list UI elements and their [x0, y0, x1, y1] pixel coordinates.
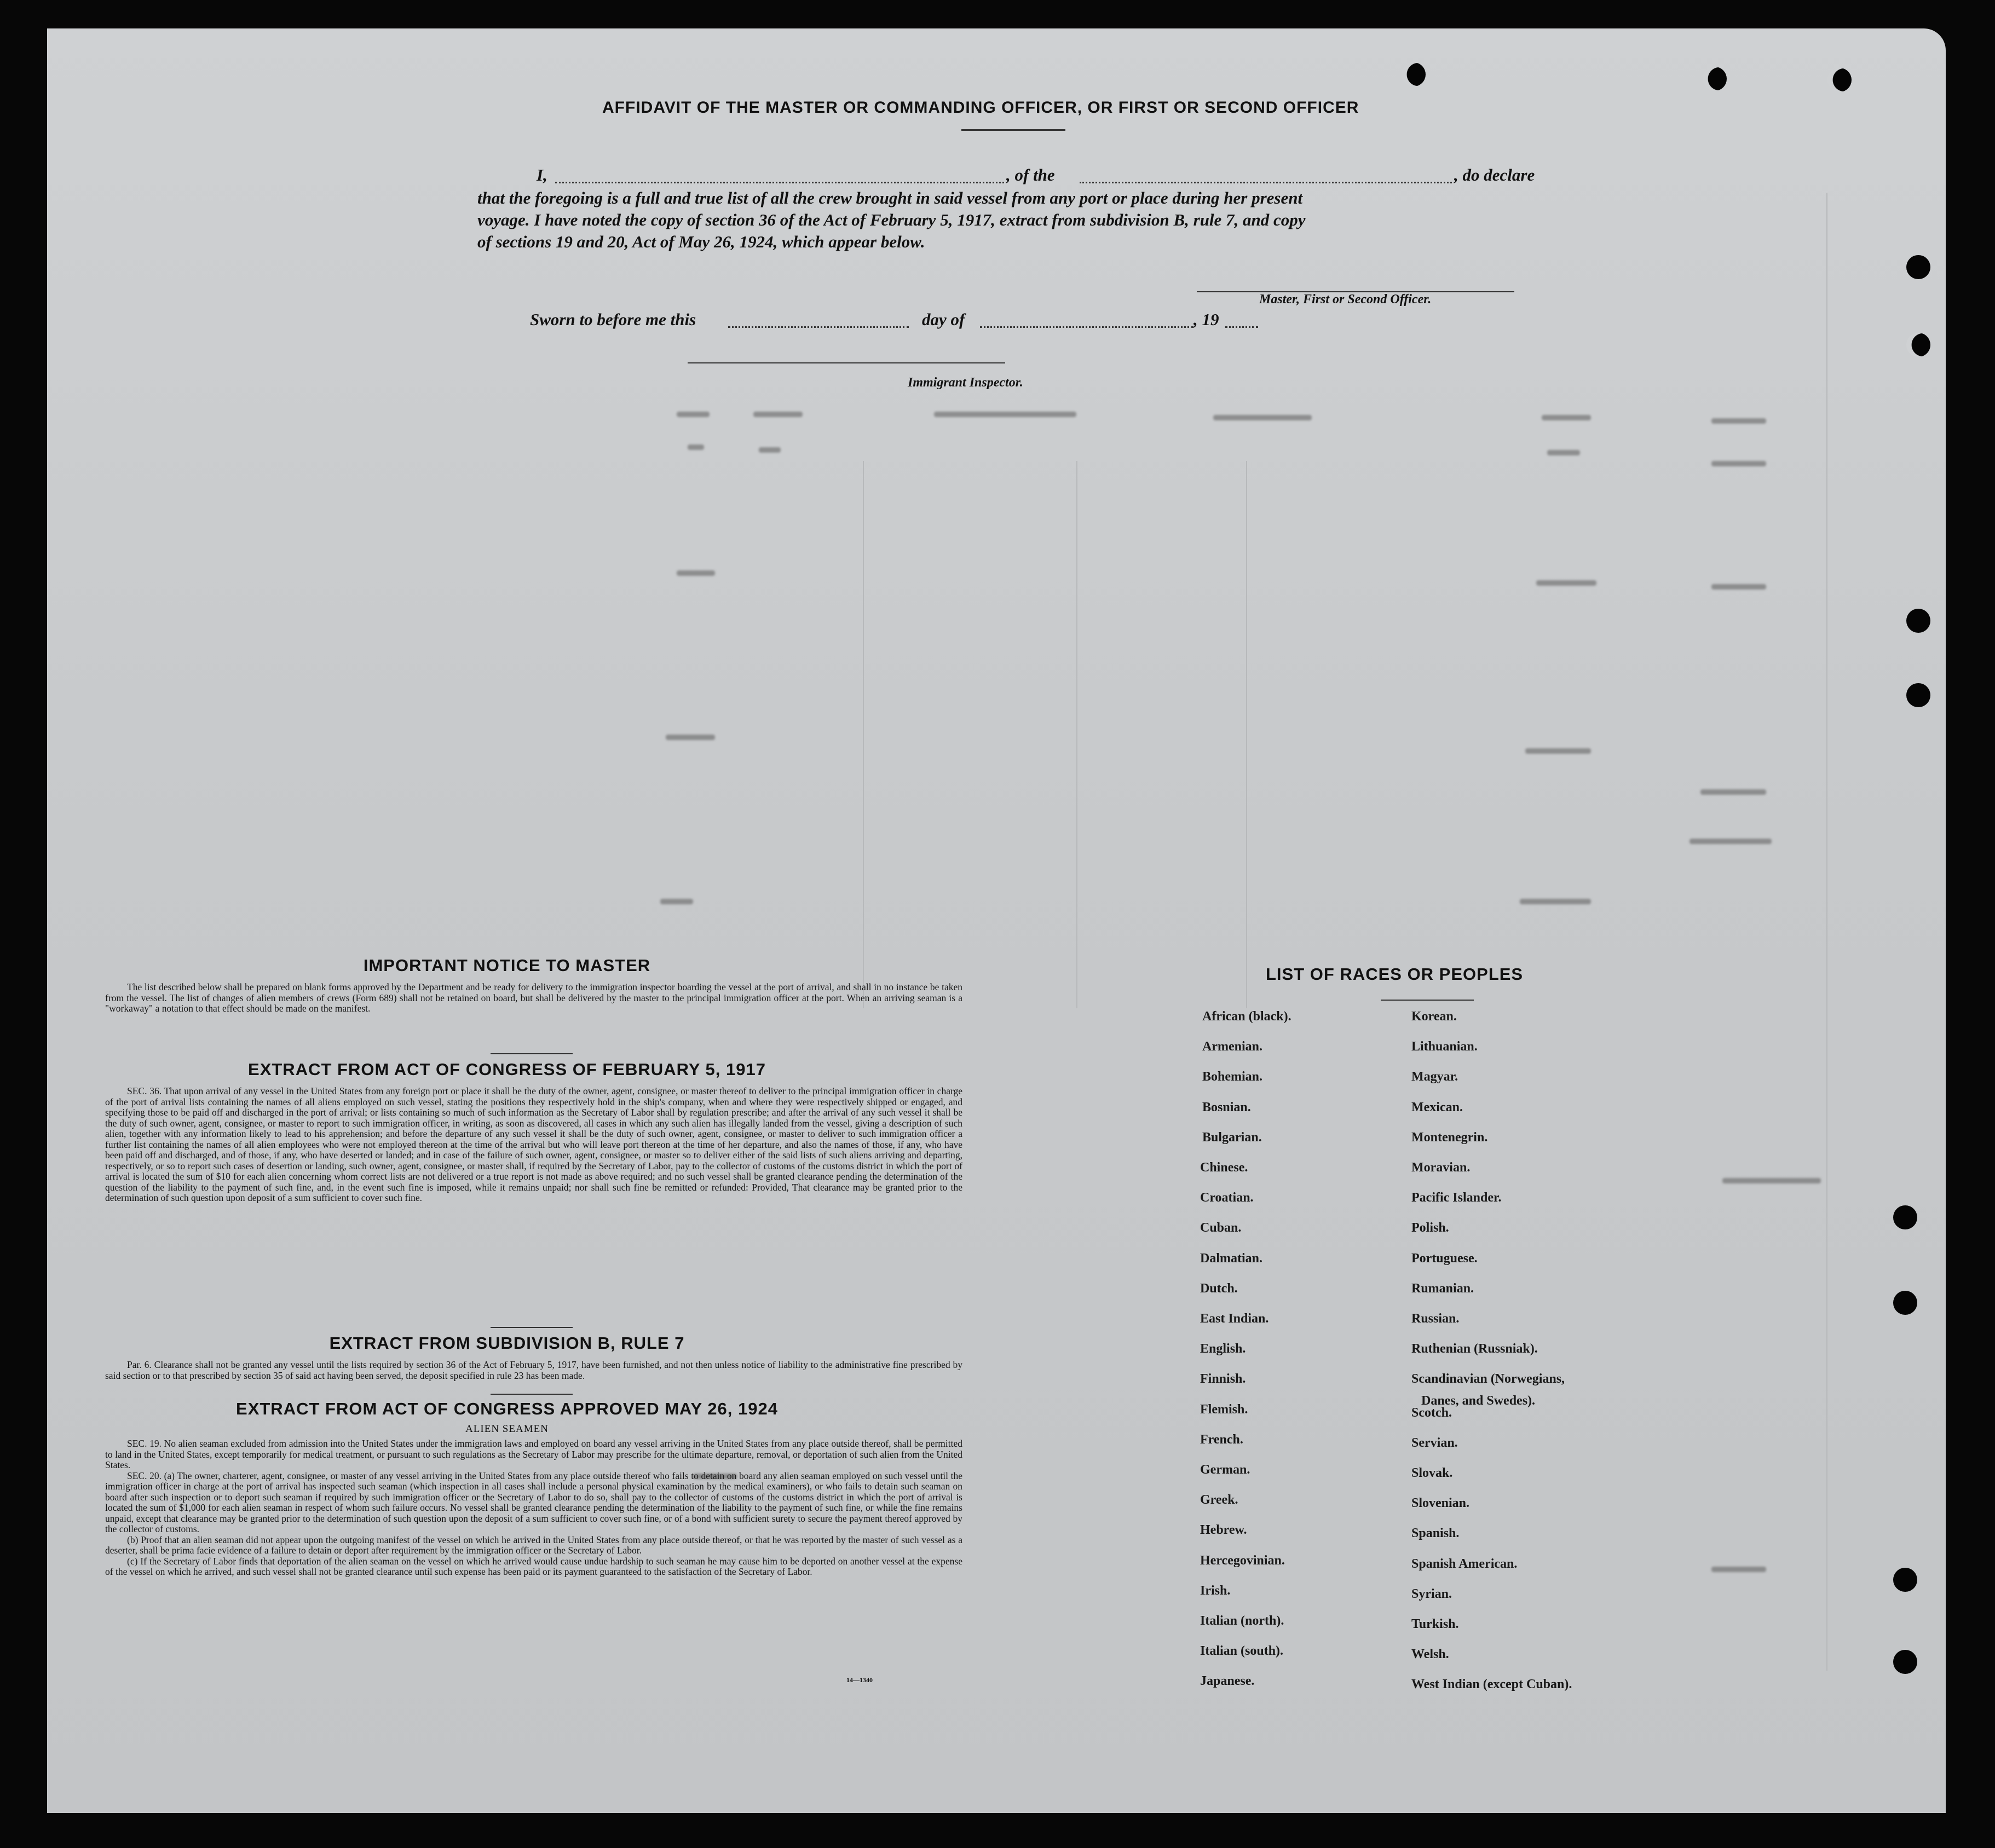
- bleed-through-line: [863, 461, 864, 1008]
- race-item-left: Bosnian.: [1202, 1100, 1251, 1114]
- vessel-blank: [1080, 182, 1452, 183]
- sec-19-paragraph: SEC. 19. No alien seaman excluded from admission into the United States under the immigration laws and employed on board any vessel arriving in the United States from any place outside thereof, shall be permitted to land in the United States, except temporarily for medical treatment, or pursuant to such regulations as the Secretary of Labor may prescribe for the ultimate departure, removal, or deportation of such alien from the United States.: [105, 1438, 962, 1470]
- race-item-left: Italian (north).: [1200, 1614, 1284, 1628]
- title-underline: [961, 129, 1065, 131]
- race-item-right: Welsh.: [1411, 1647, 1449, 1662]
- sec-20a-paragraph: SEC. 20. (a) The owner, charterer, agent, consignee, or master of any vessel arriving in the United States from any place outside thereof who fails to detain on board any alien seaman employed on such vessel until the immigration officer in charge at the port of arrival has inspected such seaman (which inspection in all cases shall include a personal physical examination by the medical examiners), or who fails to detain such seaman on board after such inspection or to deport such seaman if required by such immigration officer or the Secretary of Labor to do so, shall pay to the collector of customs of the customs district in which the port of arrival is located the sum of $1,000 for each alien seaman in respect of whom such failure occurs. No vessel shall be granted clearance pending the determination of the liability to the payment of such fine, or while the fine remains unpaid, except that clearance may be granted prior to the determination of such question upon the deposit of a sum sufficient to cover such fine, or of a bond with sufficient surety to secure the payment thereof approved by the collector of customs.: [105, 1470, 962, 1534]
- ink-smudge: [1547, 450, 1580, 455]
- race-item-left: German.: [1200, 1463, 1250, 1477]
- name-blank: [555, 182, 1004, 183]
- race-item-right: Ruthenian (Russniak).: [1411, 1342, 1538, 1356]
- rule7-text: [105, 1360, 962, 1381]
- ink-smudge: [677, 412, 710, 417]
- race-item-left: Armenian.: [1202, 1040, 1262, 1054]
- race-item-continuation: Danes, and Swedes).: [1421, 1394, 1536, 1408]
- year-blank: [1225, 326, 1258, 328]
- race-item-left: Croatian.: [1200, 1191, 1254, 1205]
- punch-hole: [1703, 67, 1727, 91]
- ink-smudge: [688, 444, 704, 450]
- ink-smudge: [677, 570, 715, 576]
- race-item-left: Hebrew.: [1200, 1523, 1247, 1538]
- race-item-left: Japanese.: [1200, 1674, 1255, 1689]
- inspector-line: [688, 362, 1005, 363]
- race-item-right: Moravian.: [1411, 1160, 1471, 1175]
- punch-hole: [1906, 255, 1930, 279]
- race-item-right: West Indian (except Cuban).: [1411, 1677, 1572, 1692]
- race-item-right: Scandinavian (Norwegians,: [1411, 1372, 1565, 1387]
- race-item-left: French.: [1200, 1432, 1243, 1447]
- ink-smudge: [759, 447, 781, 453]
- ink-smudge: [1213, 415, 1312, 420]
- rule7-overline: [491, 1327, 573, 1328]
- alien-seamen-subtitle: ALIEN SEAMEN: [465, 1423, 549, 1435]
- affidavit-line-2: that the foregoing is a full and true list of all the crew brought in said vessel from any port or place during her present: [477, 188, 1303, 207]
- affidavit-title: AFFIDAVIT OF THE MASTER OR COMMANDING OFFICER, OR FIRST OR SECOND OFFICER: [602, 99, 1359, 117]
- extract-1924-title: EXTRACT FROM ACT OF CONGRESS APPROVED MAY 26, 1924: [236, 1399, 778, 1418]
- punch-hole: [1906, 683, 1930, 707]
- sec-20b-paragraph: (b) Proof that an alien seaman did not appear upon the outgoing manifest of the vessel on which he arrived in the United States from any place outside thereof, or that he was reported by the master of such vessel as a deserter, shall be prima facie evidence of a failure to detain or deport after requirement by the immigration officer or the Secretary of Labor.: [105, 1534, 962, 1556]
- ink-smudge: [1711, 1567, 1766, 1572]
- bleed-through-line: [1246, 461, 1247, 1008]
- ink-smudge: [753, 412, 803, 417]
- notice-paragraph: The list described below shall be prepared on blank forms approved by the Department and be ready for delivery to the immigration inspector boarding the vessel at the port of arrival, and shall in no instance be taken from the vessel. The list of changes of alien members of crews (Form 689) shall not be retained on board, but shall be delivered by the master to the principal immigration officer at the port. When an arriving seaman is a "workaway" a notation to that effect should be made on the manifest.: [105, 981, 962, 1014]
- punch-hole: [1893, 1291, 1917, 1315]
- extract-1917-text: [105, 1086, 962, 1204]
- race-item-right: Korean.: [1411, 1009, 1457, 1024]
- race-item-left: Flemish.: [1200, 1402, 1248, 1417]
- form-number: 14—1340: [846, 1676, 873, 1684]
- race-item-right: Mexican.: [1411, 1100, 1463, 1114]
- race-item-right: Slovak.: [1411, 1466, 1453, 1480]
- races-title: LIST OF RACES OR PEOPLES: [1266, 965, 1524, 984]
- affidavit-line-3: voyage. I have noted the copy of section 36 of the Act of February 5, 1917, extract from subdivision B, rule 7, and copy: [477, 210, 1306, 229]
- ink-smudge: [1722, 1178, 1821, 1183]
- ink-smudge: [1711, 418, 1766, 424]
- race-item-left: English.: [1200, 1342, 1246, 1356]
- race-item-right: Spanish American.: [1411, 1556, 1518, 1571]
- race-item-right: Turkish.: [1411, 1617, 1459, 1631]
- punch-hole: [1893, 1650, 1917, 1674]
- race-item-left: East Indian.: [1200, 1312, 1269, 1326]
- ink-smudge: [1542, 415, 1591, 420]
- ink-smudge: [666, 735, 715, 740]
- notice-text: [105, 982, 962, 1014]
- bleed-through-line: [1076, 461, 1077, 1008]
- month-blank: [980, 326, 1193, 328]
- race-item-left: Dutch.: [1200, 1281, 1238, 1296]
- race-item-right: Slovenian.: [1411, 1496, 1470, 1511]
- race-item-right: Servian.: [1411, 1435, 1458, 1450]
- race-item-right: Magyar.: [1411, 1070, 1458, 1084]
- extract-1924-text: [105, 1439, 962, 1578]
- race-item-right: Polish.: [1411, 1221, 1449, 1235]
- sworn-prefix: Sworn to before me this: [530, 310, 696, 329]
- extract-1924-overline: [491, 1394, 573, 1395]
- extract-1917-title: EXTRACT FROM ACT OF CONGRESS OF FEBRUARY 5, 1917: [248, 1060, 766, 1079]
- race-item-right: Lithuanian.: [1411, 1040, 1478, 1054]
- race-item-left: Cuban.: [1200, 1221, 1242, 1235]
- race-item-left: Hercegovinian.: [1200, 1553, 1285, 1568]
- inspector-label: Immigrant Inspector.: [908, 376, 1023, 390]
- race-item-left: Italian (south).: [1200, 1644, 1284, 1659]
- race-item-right: Syrian.: [1411, 1586, 1452, 1601]
- ink-smudge: [1711, 461, 1766, 466]
- affidavit-line-4: of sections 19 and 20, Act of May 26, 1924, which appear below.: [477, 232, 925, 251]
- ink-smudge: [1525, 748, 1591, 754]
- race-item-right: Spanish.: [1411, 1526, 1460, 1541]
- ink-smudge: [1690, 839, 1772, 844]
- punch-hole: [1906, 609, 1930, 633]
- par-6-paragraph: Par. 6. Clearance shall not be granted any vessel until the lists required by section 36 of the Act of February 5, 1917, have been furnished, and not then unless notice of liability to the administrative fine prescribed by said section or to that prescribed by section 35 of said act having been served, the deposit specified in rule 23 has been made.: [105, 1359, 962, 1381]
- ink-smudge: [1700, 789, 1766, 795]
- race-item-left: Dalmatian.: [1200, 1251, 1262, 1266]
- ink-smudge: [1520, 899, 1591, 904]
- punch-hole: [1402, 62, 1426, 86]
- sworn-day-of: day of: [922, 310, 965, 329]
- ink-smudge: [1711, 584, 1766, 590]
- race-item-right: Pacific Islander.: [1411, 1191, 1502, 1205]
- race-item-left: Irish.: [1200, 1583, 1231, 1598]
- ink-smudge: [934, 412, 1076, 417]
- signature-label: Master, First or Second Officer.: [1259, 292, 1432, 307]
- race-item-left: Bohemian.: [1202, 1070, 1263, 1084]
- race-item-left: Greek.: [1200, 1493, 1238, 1508]
- ink-smudge: [660, 899, 693, 904]
- punch-hole: [1906, 333, 1930, 357]
- affidavit-of-the: , of the: [1006, 165, 1055, 184]
- document-page: [47, 28, 1946, 1813]
- races-underline: [1381, 1000, 1474, 1001]
- extract-1917-underline: [491, 1053, 573, 1054]
- sec-36-paragraph: SEC. 36. That upon arrival of any vessel in the United States from any foreign port or place it shall be the duty of the owner, agent, consignee, or master thereof to deliver to the principal immigration officer in charge of the port of arrival lists containing the names of all aliens employed on such vessel, stating the positions they respectively hold in the ship's company, when and where they were respectively shipped or engaged, and specifying those to be paid off and discharged in the port of arrival; or lists containing so much of such information as the Secretary of Labor shall by regulation prescribe; and after the arrival of any such vessel it shall be the duty of such owner, agent, consignee, or master to report to such immigration officer, in writing, as soon as discovered, all cases in which any such alien has illegally landed from the vessel, giving a description of such alien, together with any information likely to lead to his apprehension; and before the departure of any such vessel it shall be the duty of such owner, agent, consignee, or master to deliver to such immigration officer a further list containing the names of all alien employees who were not employed thereon at the time of the arrival but who will leave port thereon at the time of her departure, and also the names of those, if any, who have been paid off and discharged, and of those, if any, who have deserted or landed; and in case of the failure of such owner, agent, consignee, or master so to deliver either of the said lists of such aliens arriving and departing, respectively, or so to report such cases of desertion or landing, such owner, agent, consignee, or master shall, if required by the Secretary of Labor, pay to the collector of customs of the customs district in which the port of arrival is located the sum of $10 for each alien concerning whom correct lists are not delivered or a true report is not made as above required; and no such vessel shall be granted clearance pending the determination of the question of the liability to the payment of such fine, and, in the event such fine is imposed, while it remains unpaid; nor shall such fine be remitted or refunded: Provided, That clearance may be granted prior to the determination of such question upon deposit of a sum sufficient to cover such fine.: [105, 1085, 962, 1203]
- day-blank: [728, 326, 909, 328]
- punch-hole: [1893, 1568, 1917, 1592]
- punch-hole: [1827, 68, 1852, 92]
- punch-hole: [1893, 1205, 1917, 1229]
- rule7-title: EXTRACT FROM SUBDIVISION B, RULE 7: [329, 1333, 685, 1353]
- race-item-right: Portuguese.: [1411, 1251, 1478, 1266]
- race-item-right: Rumanian.: [1411, 1281, 1474, 1296]
- bleed-through-line: [1826, 193, 1827, 1671]
- sworn-year: , 19: [1193, 310, 1219, 329]
- race-item-left: Chinese.: [1200, 1160, 1248, 1175]
- race-item-right: Russian.: [1411, 1312, 1460, 1326]
- race-item-left: African (black).: [1202, 1009, 1291, 1024]
- race-item-left: Bulgarian.: [1202, 1130, 1262, 1145]
- sec-20c-paragraph: (c) If the Secretary of Labor finds that deportation of the alien seaman on the vessel on which he arrived would cause undue hardship to such seaman he may cause him to be deported on another vessel at the expense of the vessel on which he arrived, and such vessel shall not be granted clearance until such expense has been paid or its payment guaranteed to the satisfaction of the Secretary of Labor.: [105, 1555, 962, 1577]
- affidavit-i: I,: [537, 165, 547, 184]
- race-item-right: Montenegrin.: [1411, 1130, 1488, 1145]
- ink-smudge: [1536, 580, 1596, 586]
- affidavit-do-declare: , do declare: [1454, 165, 1535, 184]
- notice-title: IMPORTANT NOTICE TO MASTER: [363, 956, 651, 975]
- race-item-right: Scotch.: [1411, 1405, 1452, 1420]
- race-item-left: Finnish.: [1200, 1372, 1246, 1387]
